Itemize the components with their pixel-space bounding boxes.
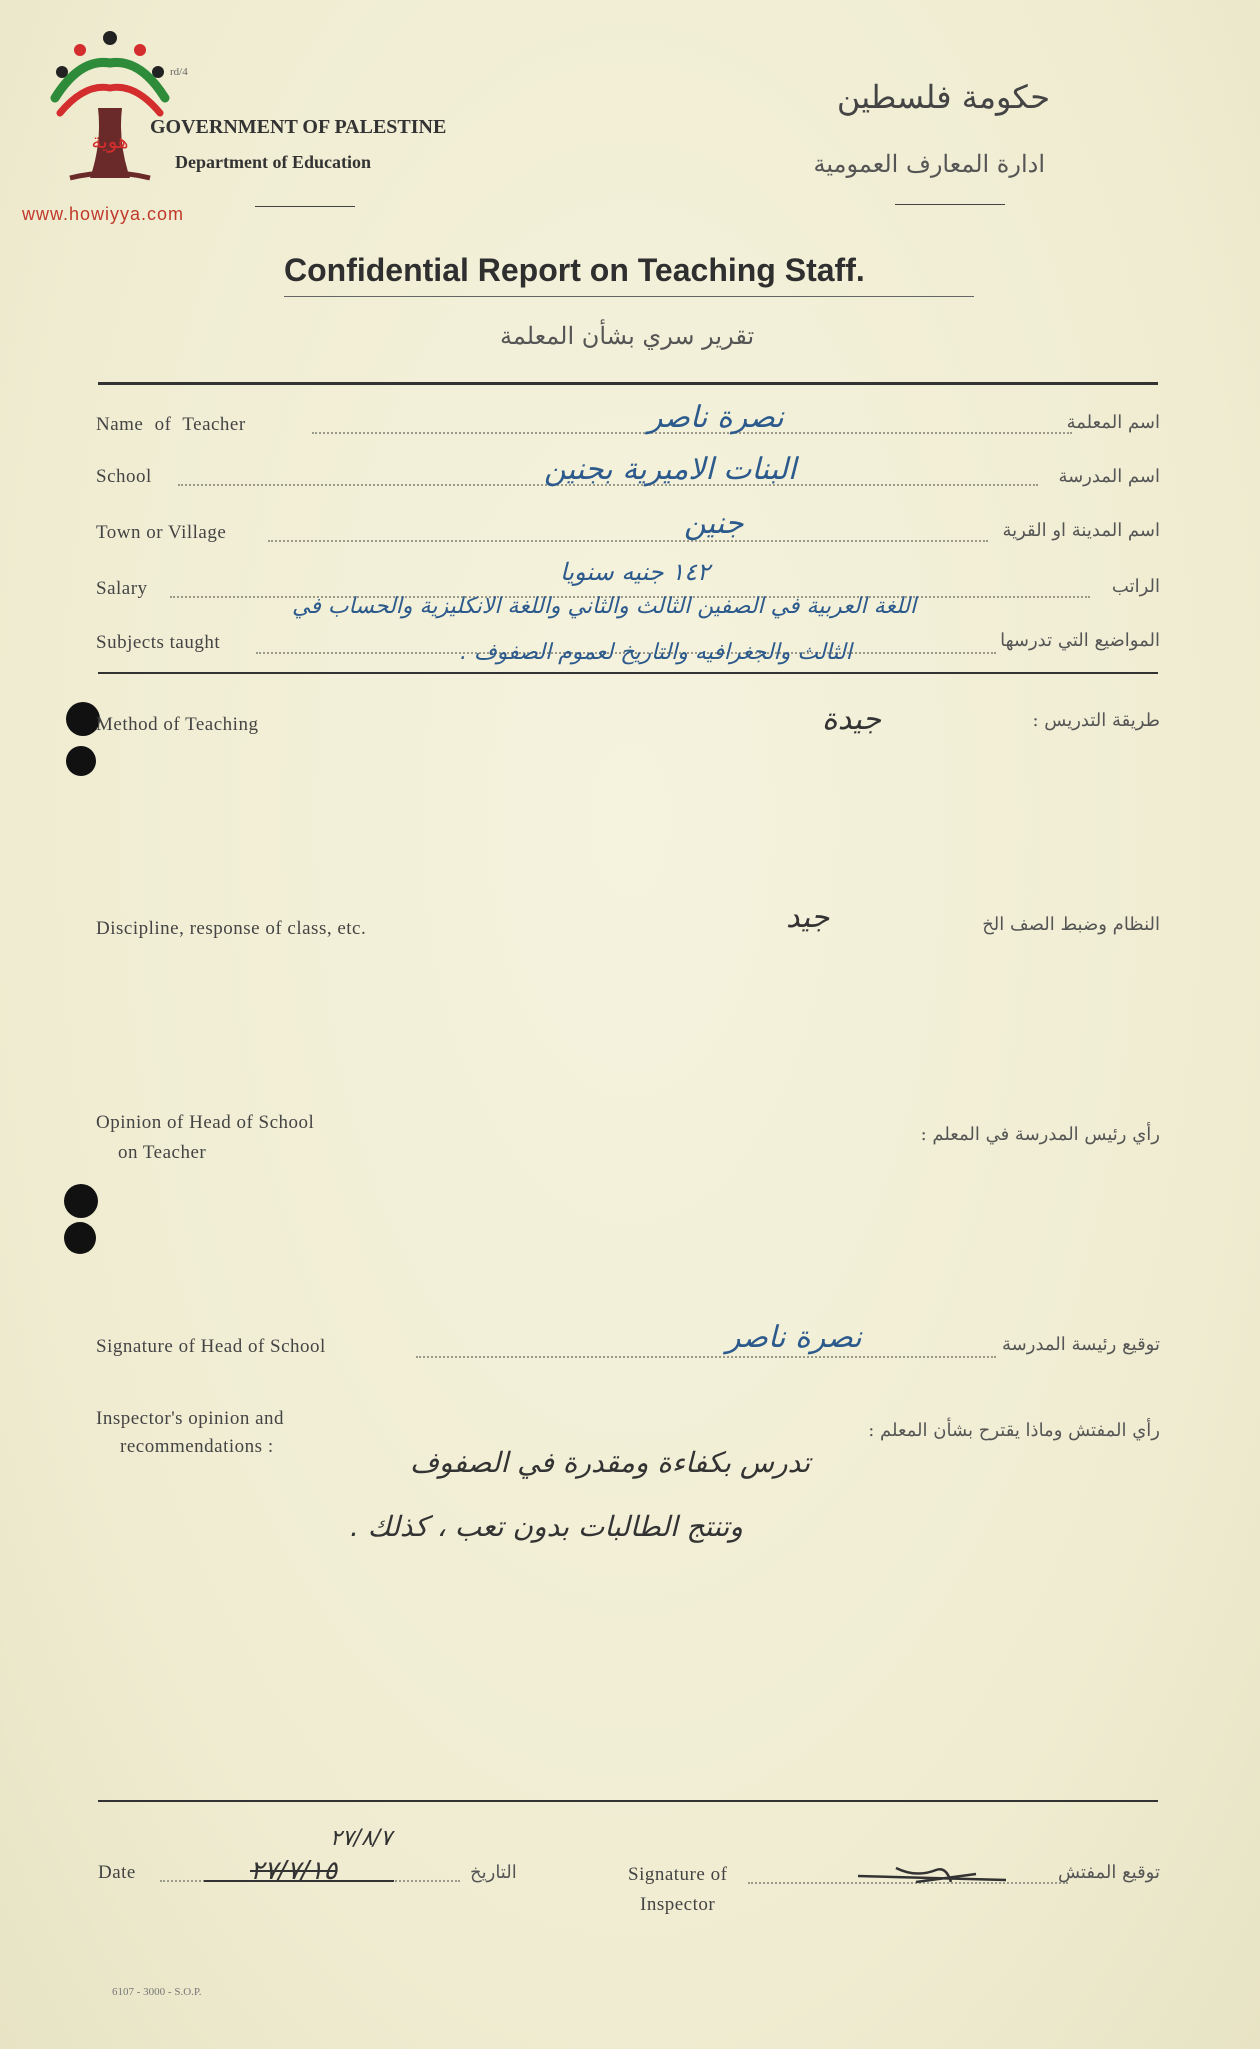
date-strike-line (204, 1880, 394, 1882)
label-subjects-ar: المواضيع التي تدرسها (1000, 630, 1160, 651)
label-sig-inspector-ar: توقيع المفتش (1057, 1862, 1160, 1883)
label-opinion-head-ar: رأي رئيس المدرسة في المعلم : (920, 1124, 1160, 1145)
label-sig-inspector-en-1: Signature of (628, 1864, 728, 1885)
report-title-ar: تقرير سري بشأن المعلمة (500, 322, 755, 350)
logo-website: www.howiyya.com (22, 204, 185, 224)
inspector-signature-scribble-icon (856, 1860, 1016, 1890)
label-salary-ar: الراتب (1111, 576, 1160, 597)
value-salary: ١٤٢ جنيه سنويا (560, 558, 710, 586)
value-town: جنين (684, 506, 744, 541)
label-town-ar: اسم المدينة او القرية (1002, 520, 1160, 541)
value-name: نصرة ناصر (648, 400, 784, 435)
header-divider-right (895, 204, 1005, 205)
label-signature-head-en: Signature of Head of School (96, 1336, 326, 1357)
punch-hole (64, 1222, 96, 1254)
government-title-ar: حكومة فلسطين (836, 78, 1050, 116)
label-sig-inspector-en-2: Inspector (640, 1894, 716, 1915)
punch-hole (64, 1184, 98, 1218)
value-inspector-line1: تدرس بكفاءة ومقدرة في الصفوف (410, 1446, 811, 1479)
label-school-ar: اسم المدرسة (1058, 466, 1160, 487)
label-method-ar: طريقة التدريس : (1032, 710, 1160, 731)
fields-bottom-rule (98, 672, 1158, 674)
label-date-en: Date (98, 1862, 136, 1883)
value-inspector-line2: وتنتج الطالبات بدون تعب ، كذلك . (350, 1510, 743, 1543)
value-signature-head: نصرة ناصر (726, 1320, 862, 1355)
footer-rule (98, 1800, 1158, 1802)
label-town-en: Town or Village (96, 522, 227, 543)
label-opinion-head-en-2: on Teacher (118, 1142, 207, 1163)
report-title-en: Confidential Report on Teaching Staff. (284, 252, 865, 288)
label-inspector-en-2: recommendations : (120, 1436, 274, 1457)
label-discipline-en: Discipline, response of class, etc. (96, 918, 367, 939)
department-title-ar: ادارة المعارف العمومية (813, 150, 1045, 178)
label-method-en: Method of Teaching (96, 714, 259, 735)
value-school: البنات الاميرية بجنين (544, 452, 797, 487)
print-code: 6107 - 3000 - S.O.P. (112, 1986, 202, 1998)
label-salary-en: Salary (96, 578, 148, 599)
value-subjects-line1: اللغة العربية في الصفين الثالث والثاني واللغة الانكليزية والحساب في (292, 594, 917, 619)
top-rule (98, 382, 1158, 385)
value-method: جيدة (822, 702, 882, 737)
label-date-ar: التاريخ (470, 1862, 517, 1883)
label-inspector-ar: رأي المفتش وماذا يقترح بشأن المعلم : (868, 1420, 1160, 1441)
label-inspector-en-1: Inspector's opinion and (96, 1408, 285, 1429)
label-name-en: Name of Teacher (96, 414, 246, 435)
label-subjects-en: Subjects taught (96, 632, 221, 653)
header-divider-left (255, 206, 355, 207)
punch-hole (66, 702, 100, 736)
corner-mark: rd/4 (170, 66, 188, 78)
label-opinion-head-en-1: Opinion of Head of School (96, 1112, 315, 1133)
value-date-correction: ٢٧/٨/٧ (330, 1826, 393, 1851)
value-date: ٢٧/٧/١٥ (250, 1856, 338, 1886)
value-discipline: جيد (786, 900, 830, 935)
label-discipline-ar: النظام وضبط الصف الخ (982, 914, 1160, 935)
government-title-en: GOVERNMENT OF PALESTINE (150, 116, 447, 138)
punch-hole (66, 746, 96, 776)
label-name-ar: اسم المعلمة (1066, 412, 1160, 433)
value-subjects-line2: الثالث والجغرافيه والتاريخ لعموم الصفوف . (460, 640, 852, 665)
department-title-en: Department of Education (175, 152, 371, 172)
label-school-en: School (96, 466, 152, 487)
title-underline (284, 296, 974, 297)
label-signature-head-ar: توقيع رئيسة المدرسة (1002, 1334, 1160, 1355)
svg-text:هوية: هوية (91, 129, 129, 153)
